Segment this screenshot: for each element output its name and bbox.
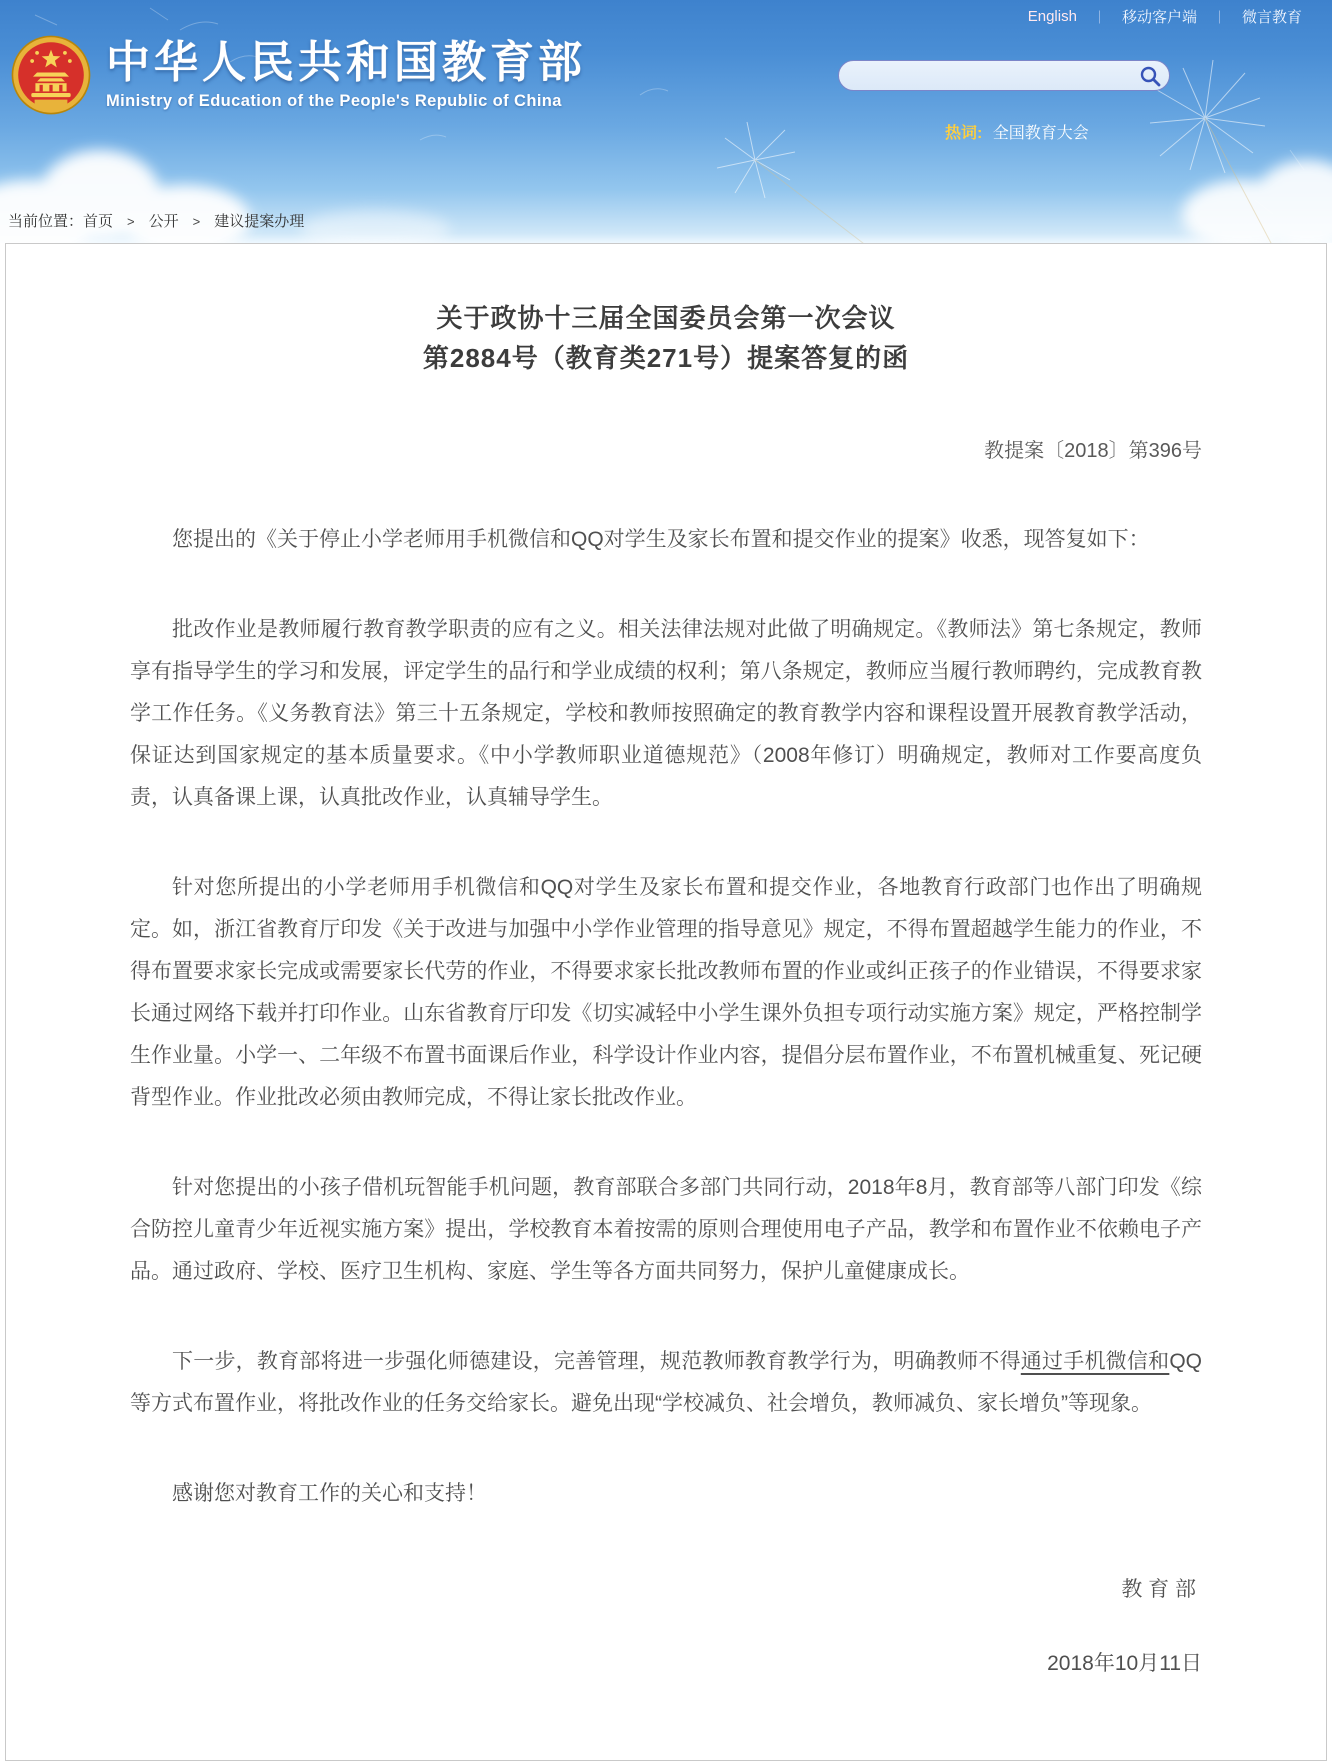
top-link-english[interactable]: English: [1027, 8, 1077, 25]
paragraph-next-steps: [130, 1341, 1202, 1425]
search-box: [838, 60, 1170, 91]
paragraph-regulations: 批改作业是教师履行教育教学职责的应有之义。相关法律法规对此做了明确规定。《教师法》第七条规定，教师享有指导学生的学习和发展，评定学生的品行和学业成绩的权利；第八条规定，教师应当履行教师聘约，完成教育教学工作任务。《义务教育法》第三十五条规定，学校和教师按照确定的教育教学内容和课程设置开展教育教学活动，保证达到国家规定的基本质量要求。《中小学教师职业道德规范》（2008年修订）明确规定，教师对工作要高度负责，认真备课上课，认真批改作业，认真辅导学生。: [130, 618, 1202, 809]
site-title: 中华人民共和国教育部: [106, 38, 586, 87]
breadcrumb-proposal-handling[interactable]: 建议提案办理: [214, 213, 305, 230]
national-emblem-icon: [10, 34, 92, 116]
top-links: [1028, 6, 1302, 27]
search-icon: [1138, 64, 1162, 88]
breadcrumb-gongkai[interactable]: 公开: [148, 213, 179, 230]
breadcrumb-label: 当前位置：: [8, 213, 84, 230]
document-body: [130, 519, 1202, 1515]
site-header: [0, 0, 1332, 243]
paragraph-intro: 您提出的《关于停止小学老师用手机微信和QQ对学生及家长布置和提交作业的提案》收悉，现答复如下：: [172, 528, 1150, 551]
link-separator: ｜: [1212, 10, 1226, 25]
document-number: 教提案〔2018〕第396号: [984, 440, 1202, 462]
breadcrumb-home[interactable]: 首页: [83, 213, 114, 230]
paragraph-next-steps-underlined: 通过手机微信和: [1020, 1350, 1170, 1373]
site-subtitle: Ministry of Education of the People's Republic of China: [106, 92, 562, 110]
breadcrumb-separator: >: [127, 214, 135, 229]
cloud-decoration: [1162, 150, 1332, 243]
hotword-label: 热词:: [945, 125, 983, 142]
paragraph-thanks: 感谢您对教育工作的关心和支持！: [172, 1482, 487, 1505]
paragraph-next-steps-end: QQ等方式布置作业，将批改作业的任务交给家长。避免出现“学校减负、社会增负，教师减负、家长增负”等现象。: [130, 1350, 1203, 1415]
document-title-line1: 关于政协十三届全国委员会第一次会议: [436, 303, 896, 333]
paragraph-smartphone: 针对您提出的小孩子借机玩智能手机问题，教育部联合多部门共同行动，2018年8月，教育部等八部门印发《综合防控儿童青少年近视实施方案》提出，学校教育本着按需的原则合理使用电子产品，教学和布置作业不依赖电子产品。通过政府、学校、医疗卫生机构、家庭、学生等各方面共同努力，保护儿童健康成长。: [130, 1176, 1202, 1283]
cloud-decoration: [300, 200, 450, 243]
top-link-mobile-client[interactable]: 移动客户端: [1121, 9, 1197, 26]
site-logo[interactable]: [10, 34, 586, 116]
signature: 教 育 部: [1121, 1578, 1196, 1601]
paragraph-next-steps-start: 下一步，教育部将进一步强化师德建设，完善管理，规范教师教育教学行为，明确教师不得: [172, 1350, 1021, 1373]
document-date: 2018年10月11日: [1047, 1652, 1202, 1675]
breadcrumb-separator: >: [192, 214, 201, 229]
search-input[interactable]: [853, 62, 1123, 89]
hotword-link[interactable]: 全国教育大会: [992, 125, 1089, 142]
hotword-row: [945, 120, 1089, 143]
paragraph-local-rules: 针对您所提出的小学老师用手机微信和QQ对学生及家长布置和提交作业，各地教育行政部门也作出了明确规定。如，浙江省教育厅印发《关于改进与加强中小学作业管理的指导意见》规定，不得布置超越学生能力的作业，不得布置要求家长完成或需要家长代劳的作业，不得要求家长批改教师布置的作业或纠正孩子的作业错误，不得要求家长通过网络下载并打印作业。山东省教育厅印发《切实减轻中小学生课外负担专项行动实施方案》规定，严格控制学生作业量。小学一、二年级不布置书面课后作业，科学设计作业内容，提倡分层布置作业，不布置机械重复、死记硬背型作业。作业批改必须由教师完成，不得让家长批改作业。: [130, 876, 1202, 1109]
document-content-box: [5, 243, 1327, 1761]
breadcrumb: [8, 210, 304, 231]
search-button[interactable]: [1137, 64, 1163, 90]
top-link-weiyan-jiaoyu[interactable]: 微言教育: [1241, 9, 1302, 26]
link-separator: ｜: [1092, 10, 1106, 25]
document-title-line2: 第2884号（教育类271号）提案答复的函: [422, 343, 910, 373]
